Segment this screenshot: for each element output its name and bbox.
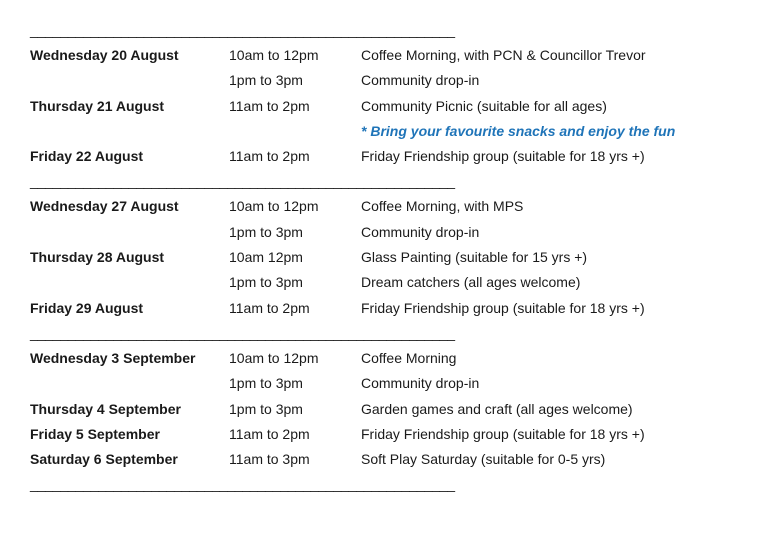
schedule-row [30,194,730,219]
event-description: Friday Friendship group (suitable for 18 yrs +) [361,299,645,316]
time-range: 11am to 2pm [229,148,310,165]
schedule-row [30,371,730,396]
day-label: Thursday 4 September [30,400,181,417]
time-range: 11am to 3pm [229,451,310,468]
schedule-row [30,94,730,119]
event-description: Friday Friendship group (suitable for 18 yrs +) [361,148,645,165]
time-range: 1pm to 3pm [229,72,303,89]
schedule-row [30,220,730,245]
schedule-row [30,245,730,270]
section-divider: ________________________________________________________ [30,22,455,38]
day-label: Friday 29 August [30,299,144,316]
section-divider: ________________________________________________________ [30,324,455,341]
event-description: Community drop-in [361,375,480,392]
schedule-row [30,346,730,371]
time-range: 11am to 2pm [229,97,310,114]
event-description: Dream catchers (all ages welcome) [361,274,581,291]
time-range: 10am to 12pm [229,349,319,366]
time-range: 10am to 12pm [229,198,319,215]
day-label: Friday 5 September [30,425,160,442]
event-description: Community drop-in [361,223,480,240]
schedule-row [30,68,730,93]
event-description: Glass Painting (suitable for 15 yrs +) [361,249,588,266]
schedule-row [30,43,730,68]
day-label: Wednesday 3 September [30,349,196,366]
event-description: Coffee Morning, with MPS [361,198,524,215]
time-range: 10am to 12pm [229,47,319,63]
section-divider: ________________________________________________________ [30,476,455,493]
event-description: Coffee Morning, with PCN & Councillor Trevor [361,47,646,63]
schedule-row [30,447,730,472]
time-range: 11am to 2pm [229,425,310,442]
time-range: 1pm to 3pm [229,375,303,392]
event-description: Garden games and craft (all ages welcome) [361,400,633,417]
day-label: Wednesday 27 August [30,198,179,215]
schedule-row [30,296,730,321]
section-divider: ________________________________________________________ [30,173,455,190]
event-description: Community drop-in [361,72,480,89]
schedule-row [30,422,730,447]
event-description: Coffee Morning [361,349,457,366]
time-range: 10am 12pm [229,249,303,266]
time-range: 1pm to 3pm [229,223,303,240]
schedule-row [30,144,730,169]
schedule-row [30,270,730,295]
time-range: 1pm to 3pm [229,400,303,417]
event-description: Community Picnic (suitable for all ages) [361,97,607,114]
event-description: Friday Friendship group (suitable for 18 yrs +) [361,425,645,442]
event-note: * Bring your favourite snacks and enjoy the fun [361,122,676,139]
day-label: Wednesday 20 August [30,47,179,63]
schedule-row [30,397,730,422]
event-schedule [30,18,730,497]
day-label: Thursday 28 August [30,249,165,266]
day-label: Saturday 6 September [30,451,178,468]
event-description: Soft Play Saturday (suitable for 0-5 yrs) [361,451,606,468]
day-label: Friday 22 August [30,148,144,165]
time-range: 11am to 2pm [229,299,310,316]
day-label: Thursday 21 August [30,97,165,114]
schedule-row [30,119,730,144]
time-range: 1pm to 3pm [229,274,303,291]
